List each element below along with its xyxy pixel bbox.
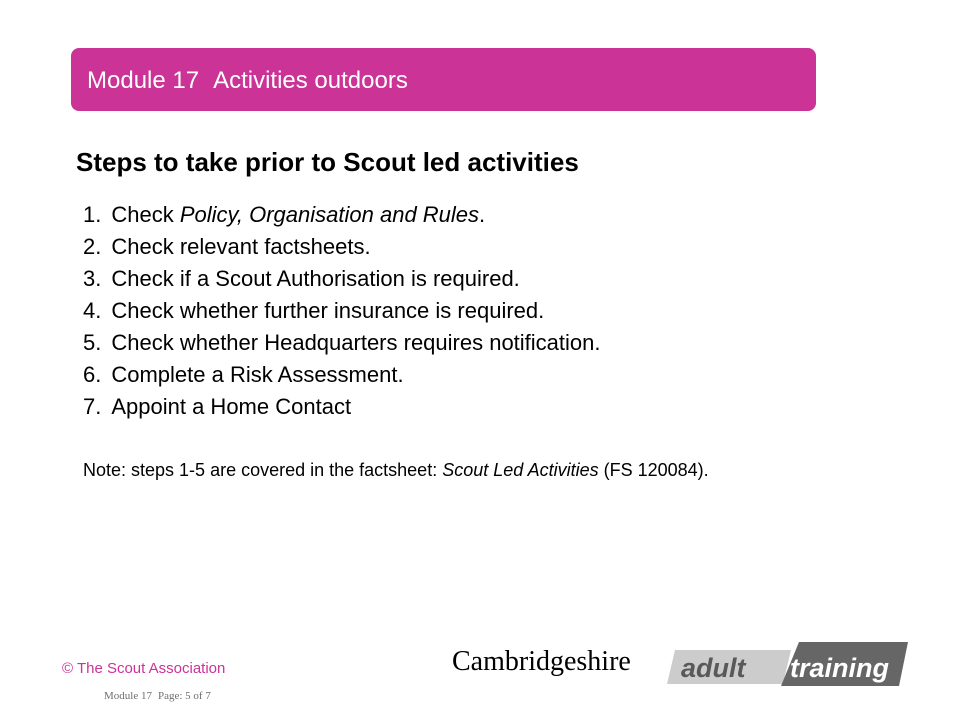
step-text: Check relevant factsheets. (111, 234, 371, 259)
list-item (83, 295, 601, 327)
step-text: Check if a Scout Authorisation is required. (111, 266, 520, 291)
list-item (83, 231, 601, 263)
step-text: Check whether further insurance is required. (111, 298, 545, 323)
footer-module: Module 17 (104, 690, 152, 702)
step-text: Check whether Headquarters requires notification. (111, 330, 601, 355)
module-number: Module 17 (87, 67, 200, 94)
list-item (83, 391, 601, 423)
module-title: Activities outdoors (213, 67, 408, 94)
module-header-banner (71, 48, 816, 111)
list-item (83, 263, 601, 295)
page-title: Steps to take prior to Scout led activities (76, 147, 579, 177)
list-item (83, 327, 601, 359)
logo-word-training: training (790, 653, 889, 683)
step-text: Appoint a Home Contact (111, 394, 352, 419)
adult-training-logo (663, 640, 908, 690)
logo-word-adult: adult (681, 653, 746, 683)
step-text-end: . (479, 202, 486, 227)
step-number: 1. (83, 202, 102, 227)
step-text: Check (111, 202, 180, 227)
list-item (83, 199, 601, 231)
step-number: 6. (83, 362, 102, 387)
step-number: 3. (83, 266, 102, 291)
factsheet-note (83, 457, 709, 483)
list-item (83, 359, 601, 391)
note-text: Note: steps 1-5 are covered in the factsheet: (83, 460, 443, 480)
note-reference: (FS 120084). (598, 460, 709, 480)
step-text-italic: Policy, Organisation and Rules (179, 202, 480, 227)
step-number: 4. (83, 298, 102, 323)
county-name: Cambridgeshire (452, 646, 631, 677)
note-factsheet-title: Scout Led Activities (442, 460, 599, 480)
copyright-notice: © The Scout Association (62, 660, 226, 677)
steps-list (83, 199, 601, 423)
step-number: 2. (83, 234, 102, 259)
step-text: Complete a Risk Assessment. (111, 362, 404, 387)
page-footer-info (104, 690, 217, 702)
step-number: 7. (83, 394, 102, 419)
step-number: 5. (83, 330, 102, 355)
footer-page-number: Page: 5 of 7 (157, 690, 211, 702)
